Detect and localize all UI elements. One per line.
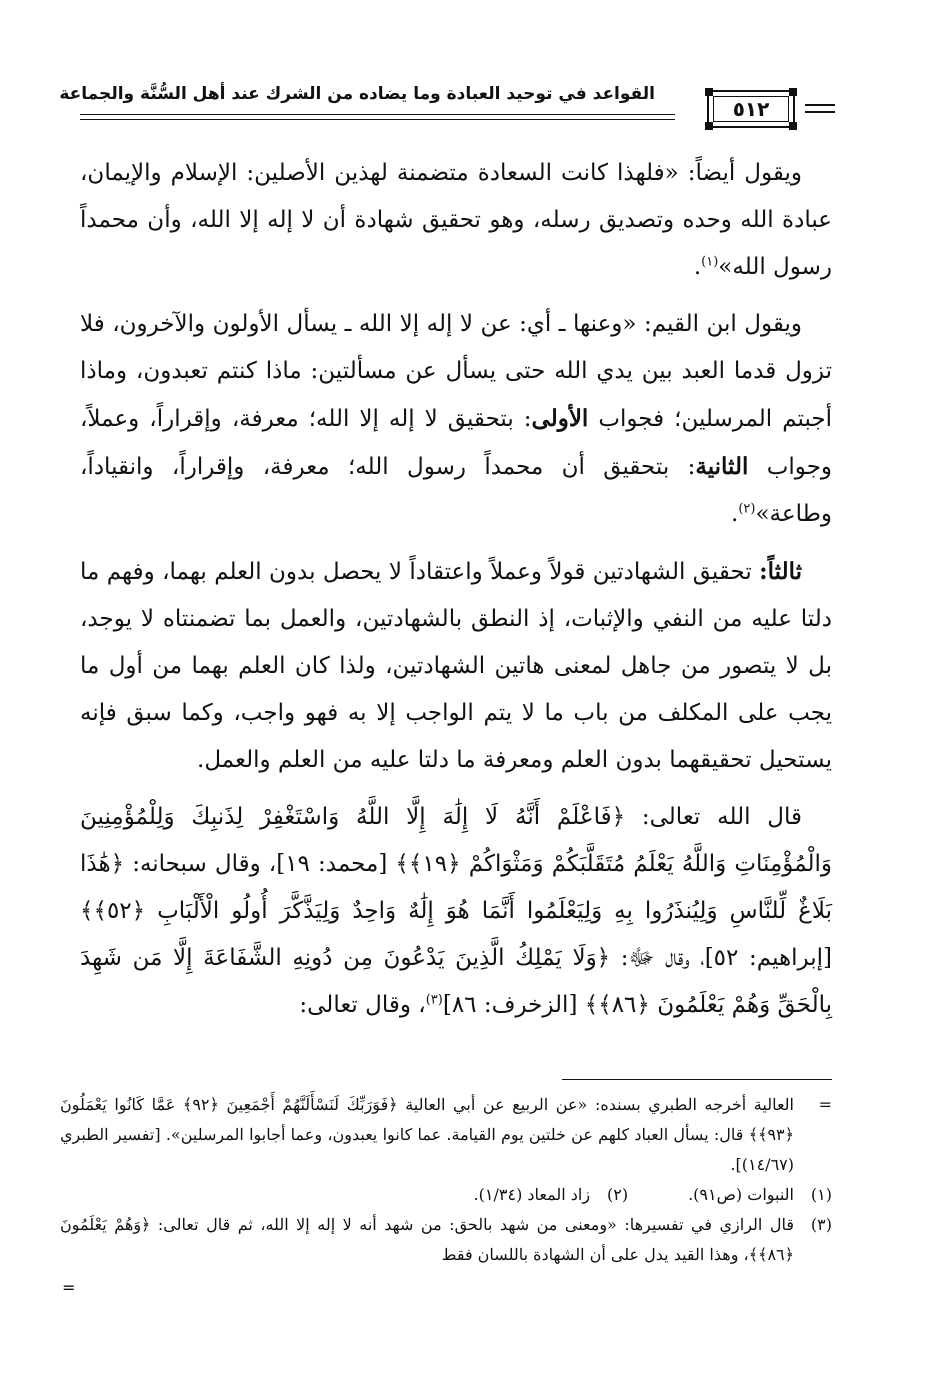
paragraph-thalithan: ثالثاً: تحقيق الشهادتين قولاً وعملاً واعتقاداً لا يحصل بدون العلم بهما، وفهم ما دلتا عليه من النفي والإثبات، إذ النطق بالشهادتين، والعمل بما تضمنتاه لا يوجد، بل لا يتصور من جاهل لمعنى هاتين الشهادتين، ولذا كان العلم بهما من أول ما يجب على المكلف من باب ما لا يتم الواجب إلا به فهو واجب، وكما سبق فإنه يستحيل تحقيقهما بدون العلم ومعرفة ما دلتا عليه من العلم والعمل.: [80, 558, 832, 773]
frame-corner: [789, 122, 797, 130]
footnotes: [60, 1090, 832, 1270]
page-number: ٥١٢: [732, 97, 770, 121]
section-marker: ثالثاً:: [759, 558, 802, 585]
footnote-ref: (٢): [738, 501, 756, 517]
paragraph-quran-verses: قال الله تعالى: ﴿فَاعْلَمْ أَنَّهُ لَا إِلَٰهَ إِلَّا اللَّهُ وَاسْتَغْفِرْ لِذَنبِكَ وَلِلْمُؤْمِنِينَ وَالْمُؤْمِنَاتِ وَاللَّهُ يَعْلَمُ مُتَقَلَّبَكُمْ وَمَثْوَاكُمْ ﴿١٩﴾﴾ [محمد: ١٩]، وقال سبحانه: ﴿هَٰذَا بَلَاغٌ لِّلنَّاسِ وَلِيُنذَرُوا بِهِ وَلِيَعْلَمُوا أَنَّمَا هُوَ إِلَٰهٌ وَاحِدٌ وَلِيَذَّكَّرَ أُولُو الْأَلْبَابِ ﴿٥٢﴾﴾ [إبراهيم: ٥٢]، وقال ﷻ: ﴿وَلَا يَمْلِكُ الَّذِينَ يَدْعُونَ مِن دُونِهِ الشَّفَاعَةَ إِلَّا مَن شَهِدَ بِالْحَقِّ وَهُمْ يَعْلَمُونَ ﴿٨٦﴾﴾ [الزخرف: ٨٦]$^{(٣)}$، وقال تعالى:: [80, 804, 832, 1018]
header-rule: [80, 114, 675, 115]
frame-corner: [789, 88, 797, 96]
footnote-3: (٣) قال الرازي في تفسيرها: «ومعنى من شهد بالحق: من شهد أنه لا إله إلا الله، ثم قال تعالى: ﴿وَهُمْ يَعْلَمُونَ ﴿٨٦﴾﴾، وهذا القيد يدل على أن الشهادة باللسان فقط: [60, 1215, 832, 1264]
running-title: القواعد في توحيد العبادة وما يضاده من الشرك عند أهل السُّنَّة والجماعة: [59, 84, 655, 104]
footnote-1: (١) النبوات (ص٩١).: [688, 1185, 832, 1204]
paragraph-ibn-taymiyyah-quote: ويقول أيضاً: «فلهذا كانت السعادة متضمنة لهذين الأصلين: الإسلام والإيمان، عبادة الله وحده وتصديق رسله، وهو تحقيق شهادة أن لا إله إلا الله، وأن محمداً رسول الله»$^{(١)}$.: [80, 160, 832, 280]
quran-verse: ﴿وَلَا يَمْلِكُ الَّذِينَ يَدْعُونَ مِن دُونِهِ الشَّفَاعَةَ إِلَّا مَن شَهِدَ بِالْحَقِّ وَهُمْ يَعْلَمُونَ ﴿٨٦﴾﴾: [80, 945, 832, 1018]
footnote-separator: [562, 1079, 832, 1080]
quran-verse: ﴿فَاعْلَمْ أَنَّهُ لَا إِلَٰهَ إِلَّا اللَّهُ وَاسْتَغْفِرْ لِذَنبِكَ وَلِلْمُؤْمِنِينَ وَالْمُؤْمِنَاتِ وَاللَّهُ يَعْلَمُ مُتَقَلَّبَكُمْ وَمَثْوَاكُمْ ﴿١٩﴾﴾: [80, 804, 832, 877]
footnote-2: (٢) زاد المعاد (١/٣٤).: [473, 1185, 629, 1204]
quran-verse: ﴿هَٰذَا بَلَاغٌ لِّلنَّاسِ وَلِيُنذَرُوا بِهِ وَلِيَعْلَمُوا أَنَّمَا هُوَ إِلَٰهٌ وَاحِدٌ وَلِيَذَّكَّرَ أُولُو الْأَلْبَابِ ﴿٥٢﴾﴾: [80, 851, 832, 924]
frame-corner: [705, 88, 713, 96]
footnote-ref: (٣): [425, 992, 443, 1008]
footnote-continues-mark: =: [62, 1278, 76, 1297]
header-rule: [80, 119, 675, 120]
footnote-row-1-2: [60, 1180, 832, 1210]
main-text: [80, 150, 832, 1039]
page-header: [59, 78, 835, 138]
paragraph-ibn-alqayyim-quote: ويقول ابن القيم: «وعنها ـ أي: عن لا إله إلا الله ـ يسأل الأولون والآخرون، فلا تزول قدما العبد بين يدي الله حتى يسأل عن مسألتين: ماذا كنتم تعبدون، وماذا أجبتم المرسلين؛ فجواب الأولى: بتحقيق لا إله إلا الله؛ معرفة، وإقراراً، وعملاً، وجواب الثانية: بتحقيق أن محمداً رسول الله؛ معرفة، وإقراراً، وانقياداً، وطاعة»$^{(٢)}$.: [80, 311, 833, 527]
footnote-continuation: = العالية أخرجه الطبري بسنده: «عن الربيع عن أبي العالية ﴿فَوَرَبِّكَ لَنَسْأَلَنَّهُمْ أَجْمَعِينَ ﴿٩٢﴾ عَمَّا كَانُوا يَعْمَلُونَ ﴿٩٣﴾﴾ قال: يسأل العباد كلهم عن خلتين يوم القيامة. عما كانوا يعبدون، وعما أجابوا المرسلين». [تفسير الطبري (١٤/٦٧)].: [60, 1095, 832, 1174]
frame-corner: [705, 122, 713, 130]
page-number-frame: [707, 90, 795, 128]
footnote-ref: (١): [701, 254, 719, 270]
header-dash-ornament: [805, 104, 835, 118]
